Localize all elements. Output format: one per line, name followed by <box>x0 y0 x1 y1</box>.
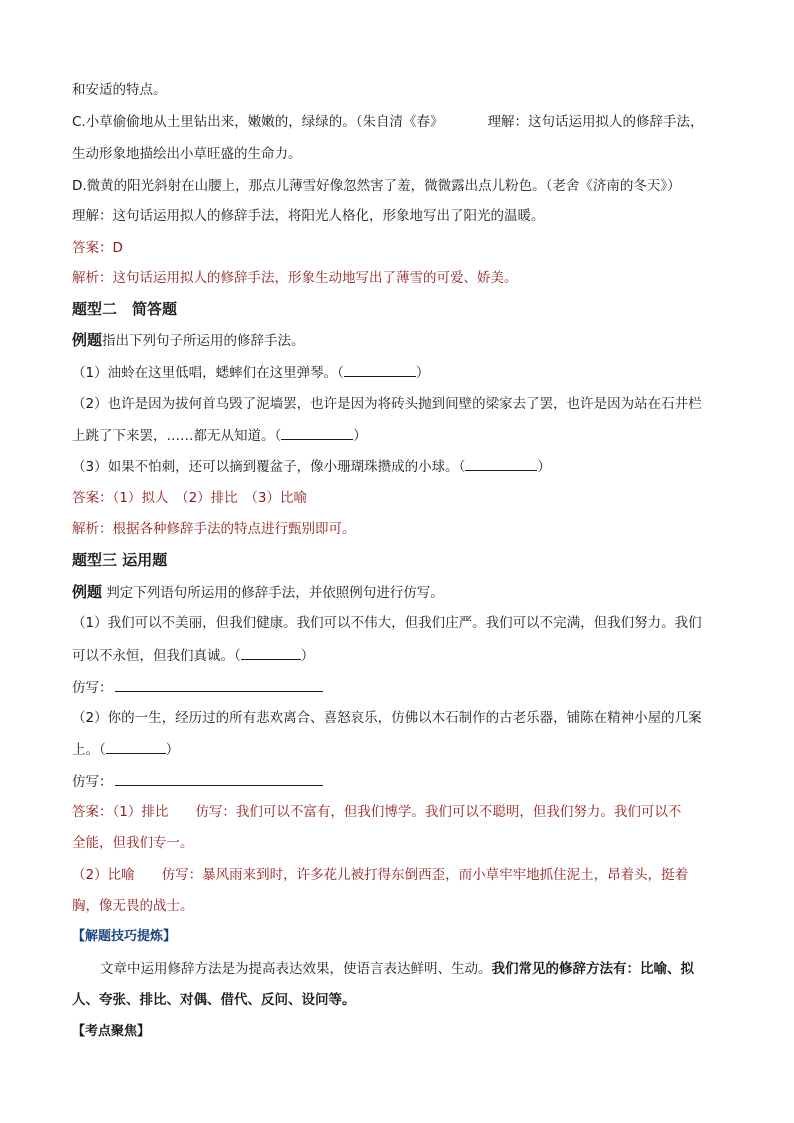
option-c-text: C.小草偷偷地从土里钻出来，嫩嫩的，绿绿的。（朱自清《春》 <box>72 114 444 130</box>
question-text: 上跳了下来罢，……都无从知道。（ <box>72 428 282 444</box>
answer-blank[interactable] <box>241 645 301 660</box>
tips-heading-text: 【解题技巧提炼】 <box>72 929 177 944</box>
question-text-end: ） <box>415 365 430 381</box>
imitation-blank[interactable] <box>115 677 323 692</box>
answer-line <box>72 488 732 508</box>
question-text: 可以不永恒，但我们真诚。（ <box>72 648 241 664</box>
question-2 <box>72 708 732 728</box>
answer-line <box>72 833 732 853</box>
question-2-cont <box>72 739 732 760</box>
question-text-end: ） <box>165 742 180 758</box>
tips-bold-text: 人、夸张、排比、对偶、借代、反问、设问等。 <box>72 992 356 1008</box>
tips-heading <box>72 927 732 947</box>
answer-line <box>72 802 732 822</box>
question-2 <box>72 394 732 414</box>
answer-text: 答案：（1）拟人 （2）排比 （3）比喻 <box>72 490 308 506</box>
example-label: 例题 <box>72 583 103 601</box>
answer-blank[interactable] <box>465 456 537 471</box>
question-1 <box>72 613 732 633</box>
imitation-label: 仿写： <box>72 680 113 696</box>
answer-text: （2）比喻 仿写：暴风雨来到时，许多花儿被打得东倒西歪，而小草牢牢地抓住泥土，昂着头，挺着 <box>72 867 689 883</box>
question-1-cont <box>72 645 732 666</box>
imitation-line <box>72 771 732 792</box>
analysis-text: 解析：这句话运用拟人的修辞手法，形象生动地写出了薄雪的可爱、娇美。 <box>72 270 518 286</box>
question-text: （2）你的一生，经历过的所有悲欢离合、喜怒哀乐，仿佛以木石制作的古老乐器，铺陈在精神小屋的几案 <box>72 710 702 726</box>
imitation-line <box>72 677 732 698</box>
example-prompt: 判定下列语句所运用的修辞手法，并依照例句进行仿写。 <box>102 585 444 601</box>
section-heading <box>72 550 732 570</box>
example-line <box>72 330 732 351</box>
answer-blank[interactable] <box>106 739 166 754</box>
text-line <box>72 144 732 164</box>
text-line <box>72 80 732 100</box>
question-text-end: ） <box>300 648 315 664</box>
answer-text: 全能，但我们专一。 <box>72 835 194 851</box>
answer-text: 答案：（1）排比 仿写：我们可以不富有，但我们博学。我们可以不聪明，但我们努力。我们可以不 <box>72 804 682 820</box>
focus-heading-text: 【考点聚焦】 <box>72 1024 151 1039</box>
example-prompt: 指出下列句子所运用的修辞手法。 <box>102 333 305 349</box>
focus-heading <box>72 1022 732 1042</box>
question-2-cont <box>72 425 732 446</box>
section-heading <box>72 299 732 319</box>
imitation-label: 仿写： <box>72 774 113 790</box>
answer-text: 答案：D <box>72 240 123 256</box>
option-d <box>72 176 732 196</box>
answer-line <box>72 896 732 916</box>
analysis-line <box>72 519 732 539</box>
line-text: 和安适的特点。 <box>72 82 167 98</box>
question-text: （3）如果不怕刺，还可以摘到覆盆子，像小珊瑚珠攒成的小球。（ <box>72 459 466 475</box>
tips-paragraph-cont <box>72 990 732 1010</box>
question-text: （2）也许是因为拔何首乌毁了泥墙罢，也许是因为将砖头抛到间壁的梁家去了罢，也许是因为站在石井栏 <box>72 396 702 412</box>
option-c <box>72 112 732 132</box>
question-text: 上。（ <box>72 742 106 758</box>
example-label: 例题 <box>72 331 103 349</box>
imitation-blank[interactable] <box>115 771 323 786</box>
line-text: 理解：这句话运用拟人的修辞手法，将阳光人格化，形象地写出了阳光的温暖。 <box>72 208 545 224</box>
question-text-end: ） <box>353 428 367 444</box>
question-text: （1）我们可以不美丽，但我们健康。我们可以不伟大，但我们庄严。我们可以不完满，但我们努力。我们 <box>72 615 702 631</box>
analysis-line <box>72 268 732 288</box>
section-heading-text: 题型三 运用题 <box>72 551 168 569</box>
question-text: （1）油蛉在这里低唱，蟋蟀们在这里弹琴。（ <box>72 365 344 381</box>
answer-blank[interactable] <box>344 362 416 377</box>
answer-text: 胸，像无畏的战士。 <box>72 898 194 914</box>
example-line <box>72 582 732 603</box>
option-d-text: D.微黄的阳光斜射在山腰上，那点儿薄雪好像忽然害了羞，微微露出点儿粉色。（老舍《济南的冬天》） <box>72 178 681 194</box>
tips-text: 文章中运用修辞方法是为提高表达效果，使语言表达鲜明、生动。 <box>100 961 492 977</box>
question-1 <box>72 362 732 383</box>
option-c-explanation: 理解：这句话运用拟人的修辞手法， <box>487 114 704 130</box>
answer-line <box>72 238 732 258</box>
section-heading-text: 题型二 简答题 <box>72 300 178 318</box>
question-3 <box>72 456 732 477</box>
answer-blank[interactable] <box>281 425 353 440</box>
tips-bold-text: 我们常见的修辞方法有：比喻、拟 <box>491 961 694 977</box>
tips-paragraph <box>100 959 732 979</box>
option-d-explanation <box>72 206 732 226</box>
line-text: 生动形象地描绘出小草旺盛的生命力。 <box>72 146 302 162</box>
analysis-text: 解析：根据各种修辞手法的特点进行甄别即可。 <box>72 521 356 537</box>
question-text-end: ） <box>537 459 551 475</box>
answer-line <box>72 865 732 885</box>
